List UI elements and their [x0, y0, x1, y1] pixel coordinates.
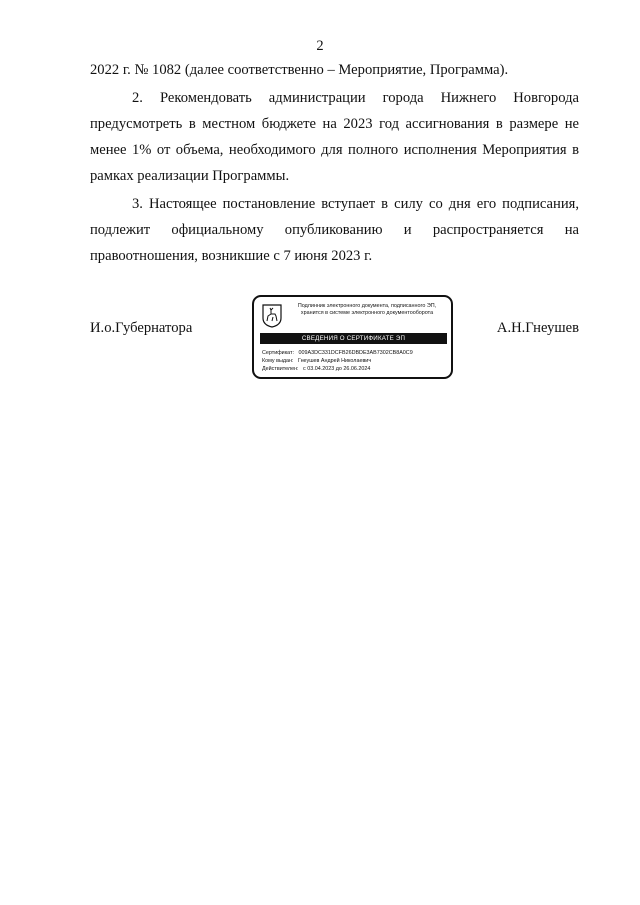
certificate-label: Сертификат: — [262, 350, 295, 356]
stamp-valid-row — [262, 365, 450, 373]
stamp-header — [286, 303, 448, 317]
valid-label: Действителен: — [262, 366, 299, 372]
paragraph-continuation: 2022 г. № 1082 (далее соответственно – Мероприятие, Программа). — [90, 62, 509, 78]
stamp-title: СВЕДЕНИЯ О СЕРТИФИКАТЕ ЭП — [260, 333, 447, 344]
stamp-header-line2: хранится в системе электронного документооборота — [300, 310, 434, 316]
stamp-issued-to-row — [262, 357, 450, 365]
issued-to-label: Кому выдан: — [262, 358, 294, 364]
signatory-position: И.о.Губернатора — [90, 320, 193, 336]
signatory-name: А.Н.Гнеушев — [496, 320, 579, 336]
issued-to-value: Гнеушев Андрей Николаевич — [297, 358, 372, 364]
stamp-certificate-row — [262, 349, 450, 357]
stamp-header-line1: Подлинник электронного документа, подписанного ЭП, — [297, 303, 437, 309]
stamp-details — [262, 349, 450, 373]
paragraph-2: 2. Рекомендовать администрации города Нижнего Новгорода предусмотреть в местном бюджете на 2023 год ассигнования в размере не менее 1% от объема, необходимого для полного исполнения Мероприятия в рамках реализации Программы. — [90, 90, 579, 184]
page-number: 2 — [316, 38, 324, 54]
valid-value: с 03.04.2023 до 26.06.2024 — [303, 366, 371, 372]
document-body — [90, 57, 579, 269]
certificate-value: 009A3DC331DCFB26DBDE3AB7302CB8A0C9 — [298, 350, 413, 356]
electronic-signature-stamp — [252, 295, 453, 379]
paragraph-3: 3. Настоящее постановление вступает в силу со дня его подписания, подлежит официальному опубликованию и распространяется на правоотношения, возникшие с 7 июня 2023 г. — [90, 196, 579, 264]
nizhny-novgorod-deer-emblem-icon — [262, 304, 282, 328]
